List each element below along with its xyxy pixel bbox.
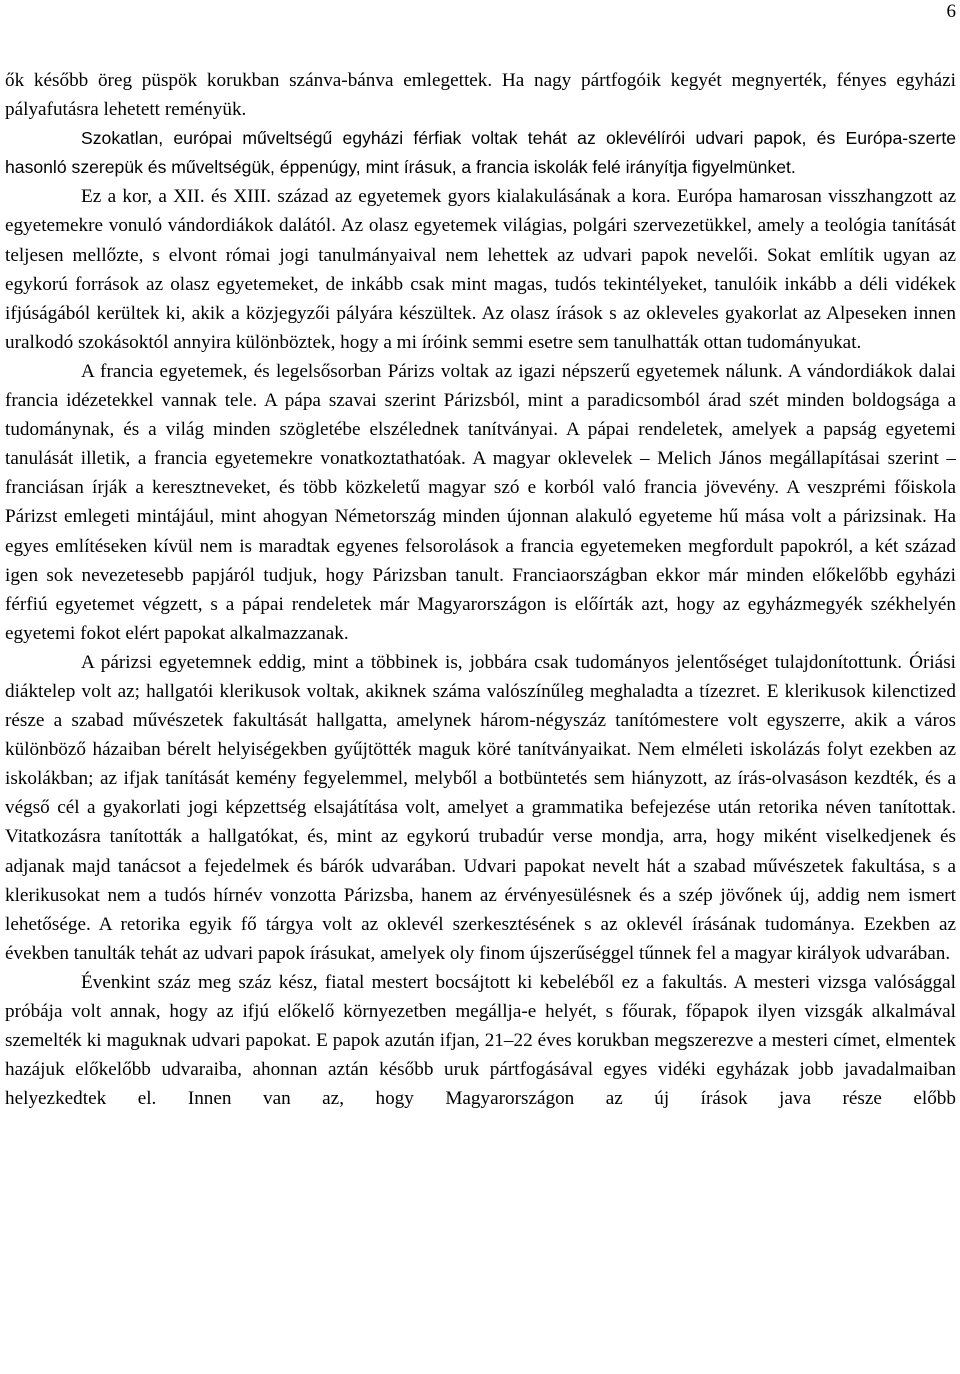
paragraph-1: ők később öreg püspök korukban szánva-bánva emlegettek. Ha nagy pártfogóik kegyét megnyerték, fényes egyházi pályafutásra lehetett reményük.: [5, 70, 956, 121]
paragraph-2: Szokatlan, európai műveltségű egyházi férfiak voltak tehát az oklevélírói udvari papok, és Európa-szerte hasonló szerepük és műveltségük, éppenúgy, mint írásuk, a francia iskolák felé irányítja figyelmünket.: [5, 128, 956, 178]
document-body: [5, 66, 956, 1113]
page-number: 6: [946, 1, 956, 22]
paragraph-3: Ez a kor, a XII. és XIII. század az egyetemek gyors kialakulásának a kora. Európa hamarosan visszhangzott az egyetemekre vonuló vándordiákok dalától. Az olasz egyetemek világias, polgári szervezetükkel, amely a teológia tanítását teljesen mellőzte, s elvont római jogi tanulmányaival nem lehettek az udvari papok nevelői. Sokat említik ugyan az egykorú források az olasz egyetemeket, de inkább csak mint magas, tudós tekintélyeket, tanulóik inkább a déli vidékek ifjúságából kerültek ki, akik a közjegyzői pályára készültek. Az olasz írások s az okleveles gyakorlat az Alpeseken innen uralkodó szokásoktól annyira különböztek, hogy a mi íróink semmi esetre sem tanulhatták ottan tudományukat.: [5, 186, 956, 353]
paragraph-6: Évenkint száz meg száz kész, fiatal mestert bocsájtott ki kebeléből ez a fakultás. A mesteri vizsga valósággal próbája volt annak, hogy az ifjú előkelő környezetben megállja-e helyét, s főurak, főpapok ilyen vizsgák alkalmával szemelték ki maguknak udvari papokat. E papok azután ifjan, 21–22 éves korukban megszerezve a mesteri címet, elmentek hazájuk előkelőbb udvaraiba, ahonnan aztán később uruk pártfogásával egyes vidéki egyházak jobb javadalmaiban helyezkedtek el. Innen van az, hogy Magyarországon az új írások java része előbb: [5, 971, 956, 1110]
paragraph-5: A párizsi egyetemnek eddig, mint a többinek is, jobbára csak tudományos jelentőséget tulajdonítottunk. Óriási diáktelep volt az; hallgatói klerikusok voltak, akiknek száma valószínűleg meghaladta a tízezret. E klerikusok kilenctized része a szabad művészetek fakultását hallgatta, amelynek három-négyszáz tanítómestere volt egyszerre, akik a város különböző házaiban bérelt helyiségekben gyűjtötték maguk köré tanítványaikat. Nem elméleti iskolázás folyt ezekben az iskolákban; az ifjak tanítását kemény fegyelemmel, melyből a botbüntetés sem hiányzott, az írás-olvasáson kezdték, és a végső cél a gyakorlati jogi képzettség elsajátítása volt, amelyet a grammatika befejezése után retorika néven tanítottak. Vitatkozásra tanították a hallgatókat, és, mint az egykorú trubadúr verse mondja, arra, hogy miként viselkedjenek és adjanak majd tanácsot a fejedelmek és bárók udvarában. Udvari papokat nevelt hát a szabad művészetek fakultása, s a klerikusokat nem a tudós hírnév vonzotta Párizsba, hanem az érvényesülésnek és a szép jövőnek új, addig nem ismert lehetősége. A retorika egyik fő tárgya volt az oklevél szerkesztésének s az oklevél írásának tudománya. Ezekben az években tanulták tehát az udvari papok írásukat, amelyek oly finom újszerűséggel tűnnek fel a magyar királyok udvarában.: [5, 651, 956, 964]
paragraph-4: A francia egyetemek, és legelsősorban Párizs voltak az igazi népszerű egyetemek nálunk. A vándordiákok dalai francia idézetekkel vannak tele. A pápa szavai szerint Párizsból, mint a paradicsomból árad szét minden boldogsága a tudománynak, és a világ minden szögletébe elszélednek tanítványai. A pápai rendeletek, amelyek a papság egyetemi tanulását illetik, a francia egyetemekre vonatkoztathatóak. A magyar oklevelek – Melich János megállapításai szerint – franciásan írják a keresztneveket, és több közkeletű magyar szó e korból való francia jövevény. A veszprémi főiskola Párizst emlegeti mintájául, mint ahogyan Németország minden újonnan alakuló egyeteme hű mása volt a párizsinak. Ha egyes említéseken kívül nem is maradtak egyenes felsorolások a francia egyetemeken megfordult papokról, a két század igen sok nevezetesebb papjáról tudjuk, hogy Párizsban tanult. Franciaországban ekkor már minden előkelőbb egyházi férfiú egyetemet végzett, s a pápai rendeletek már Magyarországon is előírták azt, hogy az egyházmegyék székhelyén egyetemi fokot elért papokat alkalmazzanak.: [5, 360, 956, 644]
